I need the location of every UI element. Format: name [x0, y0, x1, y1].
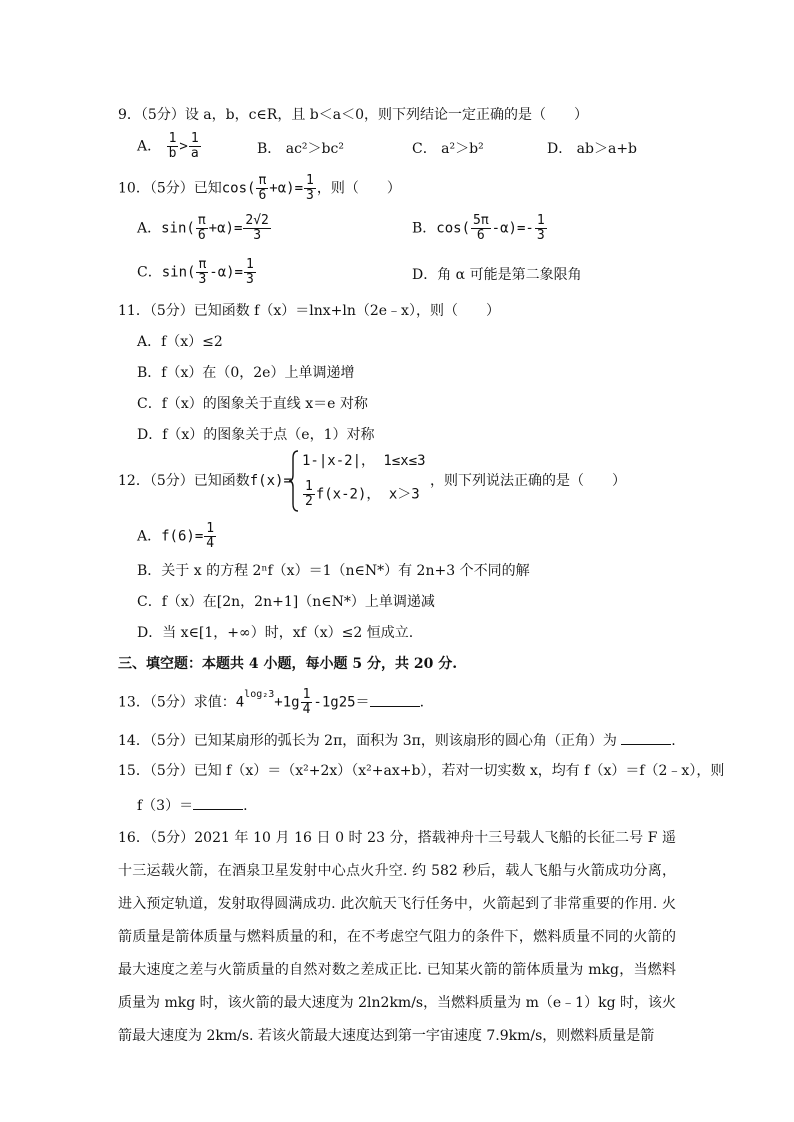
- q12-option-b: B．关于 x 的方程 2ⁿf（x）＝1（n∈N*）有 2n+3 个不同的解: [137, 563, 530, 579]
- q10-stem-rfrac: $\frac{1}{3}$: [306, 173, 314, 203]
- q13: 13．（5分）求值：$4^{log_23}+1g$ $\frac{1}{4}$ -1g25＝ .: [118, 687, 425, 717]
- q9-stem: 9．（5分）设 a，b，c∈R，且 b＜a＜0，则下列结论一定正确的是（ ）: [118, 107, 588, 123]
- q12-option-d: D．当 x∈[1，+∞）时，xf（x）≤2 恒成立.: [137, 625, 414, 641]
- q12-case-1: 1-|x-2|， 1≤x≤3: [302, 453, 426, 469]
- q12-brace: [289, 450, 299, 512]
- q11-stem: 11．（5分）已知函数 f（x）＝lnx+ln（2e﹣x），则（ ）: [118, 303, 500, 319]
- section-3-heading: 三、填空题：本题共 4 小题，每小题 5 分，共 20 分.: [118, 656, 458, 672]
- q16-paragraph: 16．（5分）2021 年 10 月 16 日 0 时 23 分，搭载神舟十三号载人飞船的长征二号 F 遥十三运载火箭，在酒泉卫星发射中心点火升空. 约 582 秒后，载人飞船与火箭成功分离，进入预定轨道，发射取得圆满成功. 此次航天飞行任务中，火箭起到了非常重要的作用. 火箭质量是箭体质量与燃料质量的和，在不考虑空气阻力的条件下，燃料质量不同的火箭的最大速度之差与火箭质量的自然对数之差成正比. 已知某火箭的箭体质量为 mkg，当燃料质量为 mkg 时，该火箭的最大速度为 2ln2km/s，当燃料质量为 m（e﹣1）kg 时，该火箭最大速度为 2km/s. 若该火箭最大速度达到第一宇宙速度 7.9km/s，则燃料质量是箭: [118, 830, 676, 1044]
- q11-option-c: C．f（x）的图象关于直线 x＝e 对称: [137, 396, 368, 412]
- q9-option-b: B． ac²＞bc²: [257, 141, 344, 157]
- q10-stem-frac: $\frac{\pi}{6}$: [258, 173, 267, 203]
- q10-option-a: A．sin( $\frac{\pi}{6}$ +α)= $\frac{2√2}{3}$: [137, 213, 269, 243]
- q15-line-2: f（3）＝ .: [137, 795, 248, 815]
- q11-option-d: D．f（x）的图象关于点（e，1）对称: [137, 427, 375, 443]
- q13-answer-blank[interactable]: [370, 692, 420, 707]
- q12-option-c: C．f（x）在[2n，2n+1]（n∈N*）上单调递减: [137, 594, 435, 610]
- q9-a-label: A．: [137, 138, 162, 155]
- q9-option-a: [137, 132, 202, 161]
- q14-answer-blank[interactable]: [621, 730, 671, 745]
- q9-a-frac1: $\frac{1}{b}$: [168, 131, 177, 161]
- q10-option-d: D．角 α 可能是第二象限角: [412, 267, 582, 283]
- q9-a-frac2: $\frac{1}{a}$: [190, 131, 199, 161]
- q10-option-b: B．cos( $\frac{5\pi}{6}$ -α)=- $\frac{1}{3}$: [412, 213, 545, 243]
- q10-option-c: C．sin( $\frac{\pi}{3}$ -α)= $\frac{1}{3}$: [137, 257, 254, 287]
- q11-option-b: B．f（x）在（0，2e）上单调递增: [137, 365, 355, 381]
- q10-stem: 10．（5分）已知cos( $\frac{\pi}{6}$ +α)= $\frac{1}{3}$ ，则（ ）: [118, 173, 401, 203]
- q9-option-d: D． ab＞a+b: [547, 141, 638, 157]
- q11-option-a: A．f（x）≤2: [137, 334, 223, 350]
- q15-answer-blank[interactable]: [193, 795, 243, 810]
- q12-stem-suffix: ，则下列说法正确的是（ ）: [430, 473, 626, 489]
- q12-option-a: A．f(6)= $\frac{1}{4}$: [137, 521, 215, 551]
- q9-option-c: C． a²＞b²: [412, 141, 484, 157]
- q12-stem-prefix: 12．（5分）已知函数f(x)=: [118, 473, 292, 489]
- q9-a-rel: >: [179, 138, 188, 155]
- q14: 14．（5分）已知某扇形的弧长为 2π，面积为 3π，则该扇形的圆心角（正角）为 .: [118, 730, 676, 750]
- q15-line-1: 15．（5分）已知 f（x）＝（x²+2x）（x²+ax+b），若对一切实数 x，均有 f（x）＝f（2﹣x），则: [118, 763, 725, 779]
- q12-case-2: $\frac{1}{2}$ f(x-2)， x＞3: [305, 479, 420, 509]
